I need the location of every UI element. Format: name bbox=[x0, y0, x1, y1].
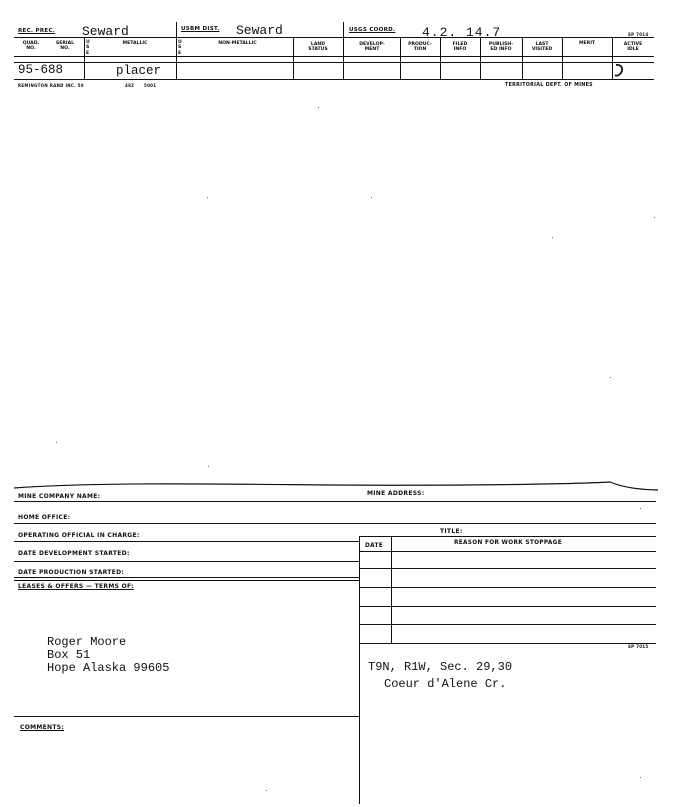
metallic-value: placer bbox=[116, 64, 162, 78]
date-col-label: DATE bbox=[365, 543, 383, 549]
card-edge bbox=[14, 472, 658, 494]
col-last-visited: LAST VISITED bbox=[531, 42, 553, 53]
home-office-label: HOME OFFICE: bbox=[18, 514, 71, 521]
col-metallic: METALLIC bbox=[122, 41, 148, 46]
usgs-coord-label: USGS COORD. bbox=[349, 27, 396, 33]
col-quad-no: QUAD. NO. bbox=[22, 41, 40, 52]
handwritten-mark-icon bbox=[612, 62, 626, 79]
printer-code-2: 5001 bbox=[144, 83, 157, 88]
mine-address-label: MINE ADDRESS: bbox=[367, 490, 425, 497]
col-development: DEVELOP- MENT bbox=[359, 42, 385, 53]
contact-name: Roger Moore bbox=[47, 635, 127, 649]
contact-box: Box 51 bbox=[47, 648, 91, 662]
col-merit: MERIT bbox=[578, 41, 596, 46]
location-creek: Coeur d'Alene Cr. bbox=[384, 677, 507, 691]
reason-col-label: REASON FOR WORK STOPPAGE bbox=[454, 540, 562, 546]
title-label: TITLE: bbox=[440, 528, 463, 535]
col-active-idle: ACTIVE IDLE bbox=[623, 42, 643, 53]
printer-mark: REMINGTON RAND INC. 50 bbox=[18, 83, 84, 88]
col-use-non-metallic: U S E bbox=[178, 40, 182, 56]
leases-label: LEASES & OFFERS — TERMS OF: bbox=[18, 583, 134, 590]
comments-label: COMMENTS: bbox=[20, 724, 65, 731]
col-use-metallic: U S E bbox=[86, 40, 90, 56]
col-land-status: LAND STATUS bbox=[308, 42, 328, 53]
col-filed-info: FILED INFO bbox=[452, 42, 468, 53]
usbm-dist-value: Seward bbox=[236, 23, 283, 38]
col-published-info: PUBLISH- ED INFO bbox=[488, 42, 514, 53]
quad-serial-value: 95-688 bbox=[18, 63, 64, 77]
usbm-dist-label: USBM DIST. bbox=[181, 26, 220, 32]
date-dev-started-label: DATE DEVELOPMENT STARTED: bbox=[18, 550, 130, 557]
department-label: TERRITORIAL DEPT. OF MINES bbox=[505, 83, 593, 88]
rec-prec-value: Seward bbox=[82, 24, 129, 39]
col-non-metallic: NON-METALLIC bbox=[218, 41, 257, 46]
operating-official-label: OPERATING OFFICIAL IN CHARGE: bbox=[18, 532, 140, 539]
contact-city: Hope Alaska 99605 bbox=[47, 661, 170, 675]
location-township: T9N, R1W, Sec. 29,30 bbox=[368, 660, 513, 674]
rec-prec-label: REC. PREC. bbox=[18, 28, 56, 34]
form-code-front: SP 7014 bbox=[628, 32, 649, 37]
usgs-coord-value: 4.2. 14.7 bbox=[422, 25, 502, 40]
printer-code-1: 482 bbox=[125, 83, 135, 88]
form-code-back: SP 7015 bbox=[628, 644, 649, 649]
col-serial-no: SERIAL NO. bbox=[55, 41, 75, 52]
date-prod-started-label: DATE PRODUCTION STARTED: bbox=[18, 569, 125, 576]
mine-company-name-label: MINE COMPANY NAME: bbox=[18, 493, 101, 500]
col-production: PRODUC- TION bbox=[408, 42, 432, 53]
